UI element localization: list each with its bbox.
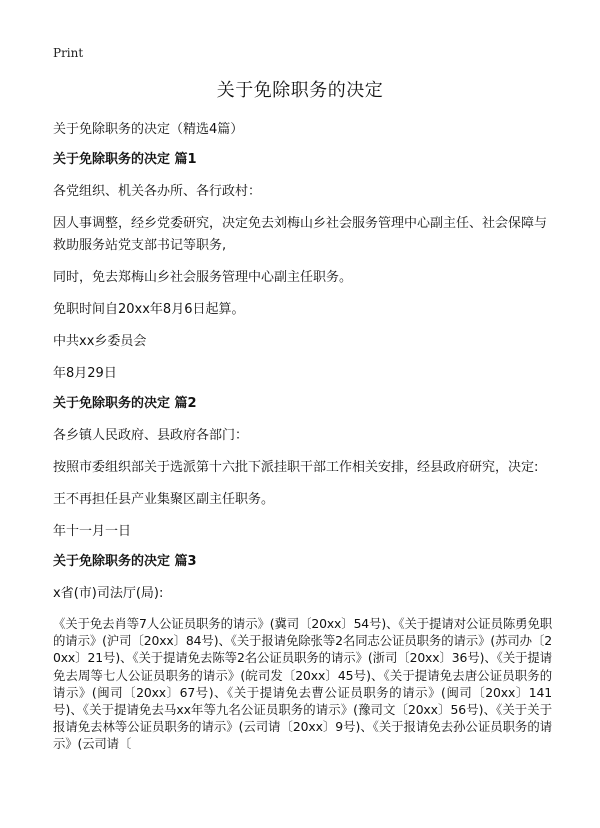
section-1-paragraph-1: 因人事调整，经乡党委研究，决定免去刘梅山乡社会服务管理中心副主任、社会保障与救助服务站党支部书记等职务, xyxy=(53,216,548,253)
section-2-paragraph-2: 王不再担任县产业集聚区副主任职务。 xyxy=(53,492,275,507)
section-2-date: 年十一月一日 xyxy=(53,524,132,539)
document-title: 关于免除职务的决定 xyxy=(216,80,384,101)
section-2-paragraph-1: 按照市委组织部关于选派第十六批下派挂职干部工作相关安排，经县政府研究，决定: xyxy=(53,460,539,475)
document-subtitle: 关于免除职务的决定（精选4篇） xyxy=(53,122,244,137)
print-label: Print xyxy=(53,46,84,60)
section-1-signature: 中共xx乡委员会 xyxy=(53,334,147,349)
section-1-date: 年8月29日 xyxy=(53,366,117,381)
section-1-paragraph-3: 免职时间自20xx年8月6日起算。 xyxy=(53,302,245,317)
section-2-heading: 关于免除职务的决定 篇2 xyxy=(53,396,197,411)
section-2-salutation: 各乡镇人民政府、县政府各部门： xyxy=(53,428,249,443)
section-1-salutation: 各党组织、机关各办所、各行政村： xyxy=(53,184,262,199)
document-body xyxy=(53,119,552,753)
section-3-body: 《关于免去肖等7人公证员职务的请示》(冀司〔20xx〕54号)、《关于提请对公证员陈勇免职的请示》(沪司〔20xx〕84号)、《关于报请免除张等2名同志公证员职务的请示》(苏司办〔20xx〕21号)、《关于提请免去陈等2名公证员职务的请示》(浙司〔20xx〕36号)、《关于提请免去周等七人公证员职务的请示》(皖司发〔20xx〕45号)、《关于提请免去唐公证员职务的请示》(闽司〔20xx〕67号)、《关于提请免去曹公证员职务的请示》(闽司〔20xx〕141号)、《关于提请免去马xx年等九名公证员职务的请示》(豫司文〔20xx〕56号)、《关于关于报请免去林等公证员职务的请示》(云司请〔20xx〕9号)、《关于报请免去孙公证员职务的请示》(云司请〔 xyxy=(53,616,552,752)
section-3-heading: 关于免除职务的决定 篇3 xyxy=(53,554,197,569)
section-1-heading: 关于免除职务的决定 篇1 xyxy=(53,152,197,167)
section-1-paragraph-2: 同时，免去郑梅山乡社会服务管理中心副主任职务。 xyxy=(53,270,353,285)
section-3-salutation: x省(市)司法厅(局): xyxy=(53,586,164,601)
